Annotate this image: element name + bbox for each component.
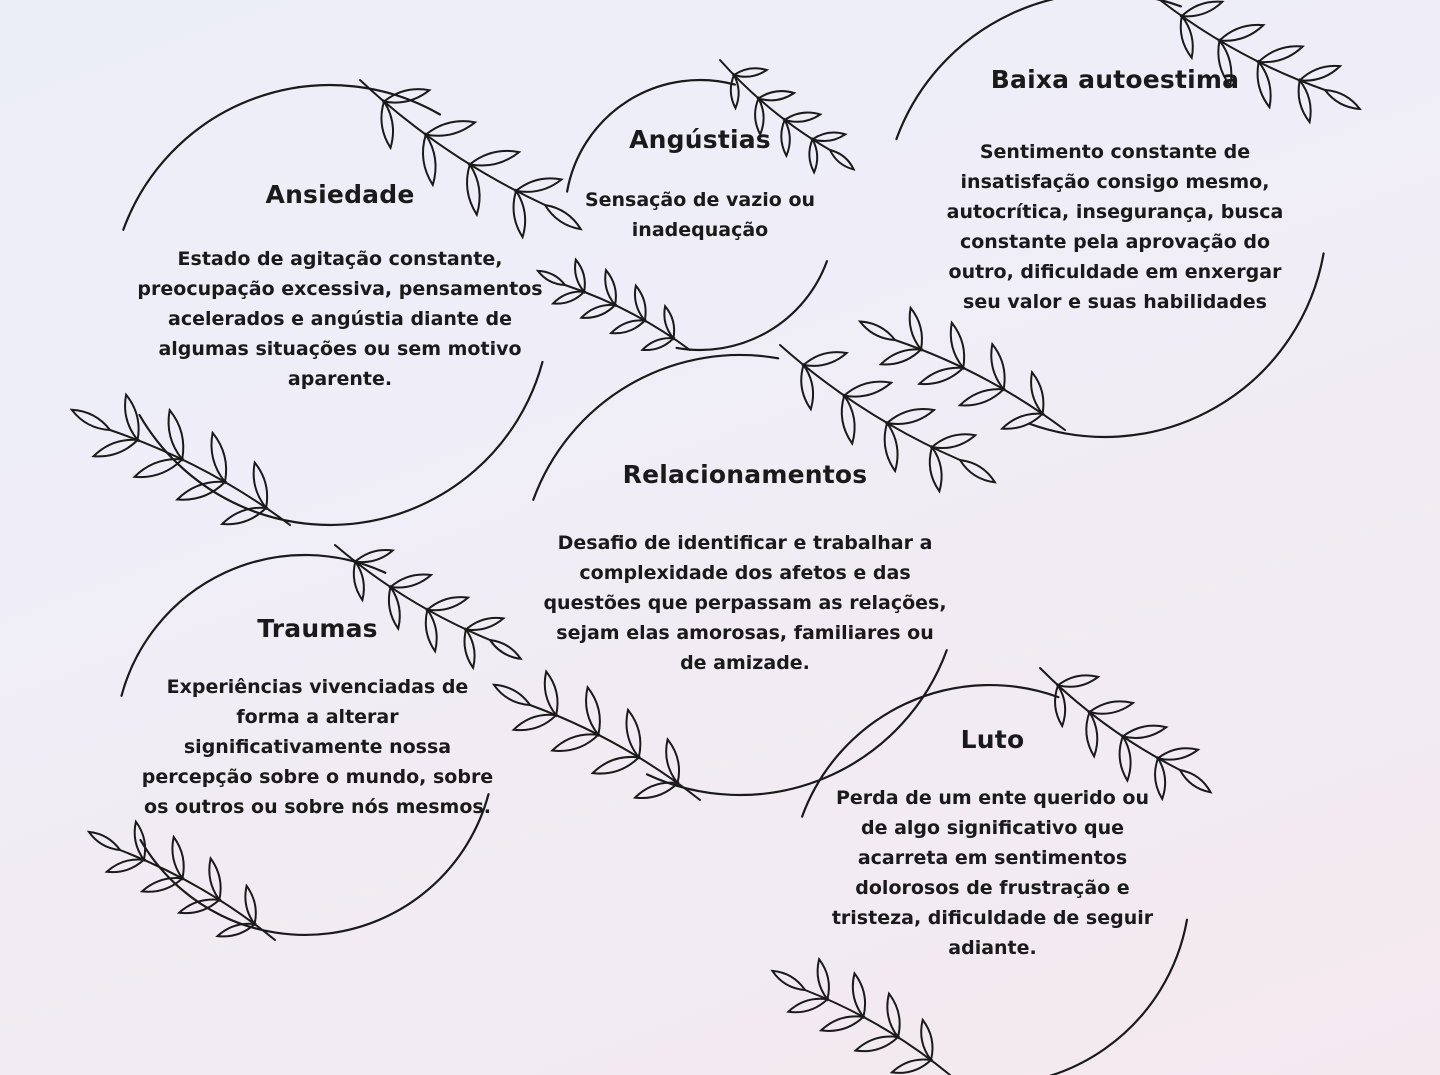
card-luto xyxy=(820,725,1165,963)
leaf-sprig-icon xyxy=(494,672,700,801)
card-description: Sentimento constante de insatisfação consigo mesmo, autocrítica, insegurança, busca constante pela aprovação do outro, dificuldade em enxergar seu valor e suas habilidades xyxy=(946,141,1284,313)
card-description: Estado de agitação constante, preocupação excessiva, pensamentos acelerados e angústia diante de algumas situações ou sem motivo aparente. xyxy=(137,248,543,390)
card-angustias xyxy=(560,125,840,245)
card-traumas xyxy=(140,614,495,822)
leaf-sprig-icon xyxy=(538,260,690,350)
card-title: Baixa autoestima xyxy=(990,65,1240,94)
leaf-sprig-icon xyxy=(89,822,275,940)
card-ansiedade xyxy=(130,180,550,394)
leaf-sprig-icon xyxy=(860,308,1065,430)
frame-arc xyxy=(677,261,827,350)
leaf-sprig-icon xyxy=(772,959,950,1075)
card-title: Angústias xyxy=(629,125,771,154)
card-title: Relacionamentos xyxy=(622,460,868,489)
card-title: Luto xyxy=(960,725,1025,754)
card-relacionamentos xyxy=(540,460,950,678)
card-description: Sensação de vazio ou inadequação xyxy=(584,189,816,241)
leaf-sprig-icon xyxy=(72,395,290,525)
card-description: Experiências vivenciadas de forma a alterar significativamente nossa percepção sobre o mundo, sobre os outros ou sobre nós mesmos. xyxy=(141,676,494,818)
card-title: Ansiedade xyxy=(265,180,415,209)
card-title: Traumas xyxy=(257,614,378,643)
card-baixa-autoestima xyxy=(930,65,1300,317)
card-description: Desafio de identificar e trabalhar a complexidade dos afetos e das questões que perpassam as relações, sejam elas amorosas, familiares ou de amizade. xyxy=(543,532,947,674)
card-description: Perda de um ente querido ou de algo significativo que acarreta em sentimentos dolorosos de frustração e tristeza, dificuldade de seguir adiante. xyxy=(831,787,1154,959)
